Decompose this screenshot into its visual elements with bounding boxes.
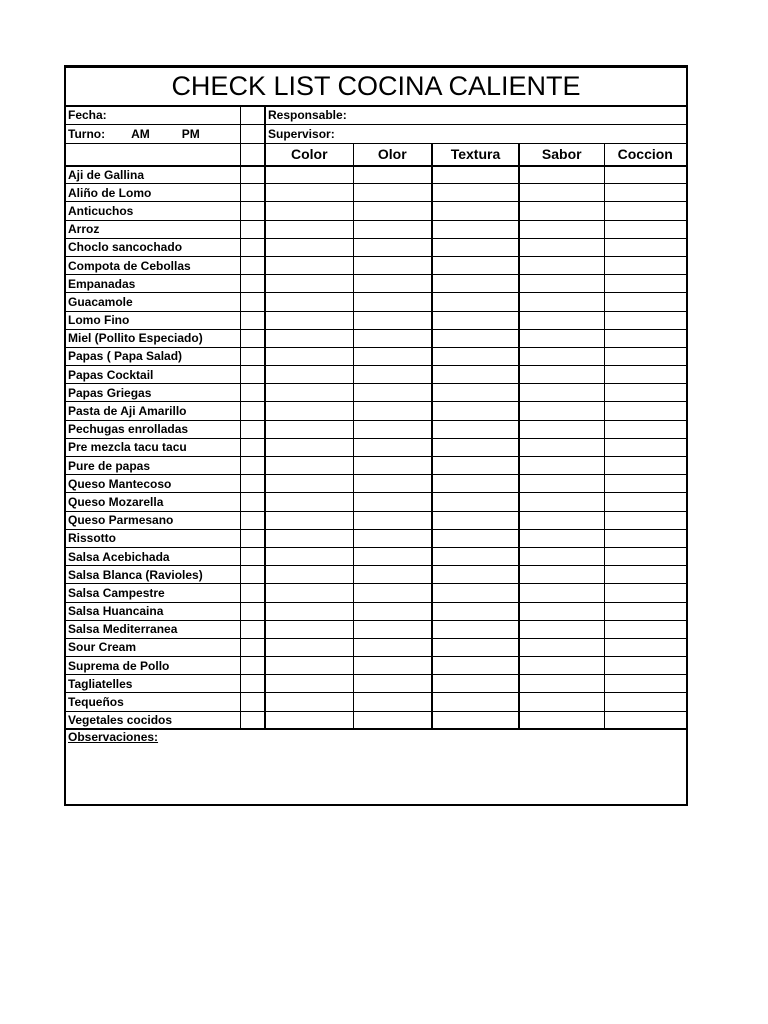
table-row: [66, 620, 686, 638]
check-cell-textura[interactable]: [432, 620, 519, 638]
check-cell-textura[interactable]: [432, 402, 519, 420]
table-row: [66, 529, 686, 547]
checklist-sheet: [64, 65, 688, 806]
check-cell-sabor[interactable]: [519, 566, 604, 584]
check-cell-textura[interactable]: [432, 657, 519, 675]
check-cell-sabor[interactable]: [519, 693, 604, 711]
check-cell-textura[interactable]: [432, 511, 519, 529]
item-name: Queso Mantecoso: [66, 475, 240, 493]
check-cell-color[interactable]: [265, 366, 353, 384]
page-title: CHECK LIST COCINA CALIENTE: [66, 68, 686, 106]
turno-am-option: AM: [131, 127, 150, 141]
item-name: Suprema de Pollo: [66, 657, 240, 675]
spacer-cell: [240, 584, 265, 602]
spacer-cell: [240, 547, 265, 565]
check-cell-color[interactable]: [265, 529, 353, 547]
spacer-cell: [240, 220, 265, 238]
check-cell-color[interactable]: [265, 184, 353, 202]
table-row: [66, 166, 686, 184]
check-cell-olor[interactable]: [353, 184, 432, 202]
table-row: [66, 493, 686, 511]
check-cell-color[interactable]: [265, 293, 353, 311]
turno-field: [66, 125, 240, 144]
check-cell-coccion[interactable]: [604, 402, 686, 420]
column-header-textura: Textura: [432, 144, 519, 166]
check-cell-coccion[interactable]: [604, 366, 686, 384]
spacer-cell: [240, 184, 265, 202]
check-cell-textura[interactable]: [432, 475, 519, 493]
check-cell-color[interactable]: [265, 602, 353, 620]
check-cell-coccion[interactable]: [604, 547, 686, 565]
item-name: Empanadas: [66, 275, 240, 293]
check-cell-coccion[interactable]: [604, 220, 686, 238]
observaciones-label: Observaciones:: [68, 730, 159, 745]
check-cell-sabor[interactable]: [519, 675, 604, 693]
check-cell-coccion[interactable]: [604, 293, 686, 311]
check-cell-sabor[interactable]: [519, 220, 604, 238]
check-cell-textura[interactable]: [432, 384, 519, 402]
item-name: Salsa Campestre: [66, 584, 240, 602]
check-cell-sabor[interactable]: [519, 402, 604, 420]
item-name: Salsa Blanca (Ravioles): [66, 566, 240, 584]
check-cell-olor[interactable]: [353, 547, 432, 565]
check-cell-textura[interactable]: [432, 420, 519, 438]
item-name: Pre mezcla tacu tacu: [66, 438, 240, 456]
check-cell-sabor[interactable]: [519, 256, 604, 274]
table-row: [66, 657, 686, 675]
item-name: Arroz: [66, 220, 240, 238]
checklist-table: [66, 67, 686, 801]
spacer-cell: [240, 457, 265, 475]
check-cell-coccion[interactable]: [604, 511, 686, 529]
check-cell-olor[interactable]: [353, 238, 432, 256]
spacer-cell: [240, 475, 265, 493]
check-cell-color[interactable]: [265, 693, 353, 711]
check-cell-sabor[interactable]: [519, 529, 604, 547]
item-name: Aliño de Lomo: [66, 184, 240, 202]
check-cell-color[interactable]: [265, 275, 353, 293]
check-cell-coccion[interactable]: [604, 638, 686, 656]
check-cell-olor[interactable]: [353, 420, 432, 438]
check-cell-color[interactable]: [265, 329, 353, 347]
check-cell-coccion[interactable]: [604, 184, 686, 202]
check-cell-textura[interactable]: [432, 238, 519, 256]
check-cell-textura[interactable]: [432, 693, 519, 711]
table-row: [66, 475, 686, 493]
check-cell-sabor[interactable]: [519, 547, 604, 565]
table-row: [66, 547, 686, 565]
table-row: [66, 384, 686, 402]
check-cell-sabor[interactable]: [519, 602, 604, 620]
table-row: [66, 202, 686, 220]
check-cell-coccion[interactable]: [604, 420, 686, 438]
spacer-cell: [240, 106, 265, 125]
check-cell-textura[interactable]: [432, 347, 519, 365]
check-cell-olor[interactable]: [353, 711, 432, 729]
check-cell-coccion[interactable]: [604, 693, 686, 711]
spacer-cell: [240, 329, 265, 347]
item-name: Queso Mozarella: [66, 493, 240, 511]
check-cell-textura[interactable]: [432, 529, 519, 547]
check-cell-sabor[interactable]: [519, 511, 604, 529]
check-cell-olor[interactable]: [353, 256, 432, 274]
check-cell-olor[interactable]: [353, 620, 432, 638]
check-cell-olor[interactable]: [353, 638, 432, 656]
check-cell-color[interactable]: [265, 675, 353, 693]
check-cell-sabor[interactable]: [519, 202, 604, 220]
spacer-cell: [240, 384, 265, 402]
table-row: [66, 184, 686, 202]
spacer-cell: [240, 202, 265, 220]
check-cell-olor[interactable]: [353, 529, 432, 547]
check-cell-color[interactable]: [265, 547, 353, 565]
check-cell-olor[interactable]: [353, 675, 432, 693]
item-name: Salsa Huancaina: [66, 602, 240, 620]
check-cell-textura[interactable]: [432, 166, 519, 184]
check-cell-sabor[interactable]: [519, 711, 604, 729]
check-cell-color[interactable]: [265, 202, 353, 220]
spacer-cell: [240, 420, 265, 438]
check-cell-coccion[interactable]: [604, 347, 686, 365]
check-cell-sabor[interactable]: [519, 384, 604, 402]
table-row: [66, 457, 686, 475]
check-cell-coccion[interactable]: [604, 566, 686, 584]
check-cell-textura[interactable]: [432, 256, 519, 274]
check-cell-textura[interactable]: [432, 547, 519, 565]
spacer-cell: [240, 347, 265, 365]
check-cell-color[interactable]: [265, 584, 353, 602]
spacer-cell: [240, 166, 265, 184]
item-name: Pasta de Aji Amarillo: [66, 402, 240, 420]
item-name: Papas Griegas: [66, 384, 240, 402]
item-name: Papas ( Papa Salad): [66, 347, 240, 365]
check-cell-color[interactable]: [265, 457, 353, 475]
check-cell-coccion[interactable]: [604, 311, 686, 329]
check-cell-color[interactable]: [265, 711, 353, 729]
check-cell-olor[interactable]: [353, 275, 432, 293]
check-cell-olor[interactable]: [353, 493, 432, 511]
turno-pm-option: PM: [181, 127, 200, 141]
item-name: Lomo Fino: [66, 311, 240, 329]
responsable-label: Responsable:: [265, 106, 686, 125]
spacer-cell: [240, 493, 265, 511]
check-cell-olor[interactable]: [353, 657, 432, 675]
check-cell-sabor[interactable]: [519, 275, 604, 293]
table-row: [66, 693, 686, 711]
observaciones-row: [66, 729, 686, 801]
check-cell-textura[interactable]: [432, 293, 519, 311]
check-cell-coccion[interactable]: [604, 475, 686, 493]
check-cell-sabor[interactable]: [519, 620, 604, 638]
check-cell-coccion[interactable]: [604, 602, 686, 620]
check-cell-sabor[interactable]: [519, 366, 604, 384]
check-cell-olor[interactable]: [353, 475, 432, 493]
spacer-cell: [240, 438, 265, 456]
spacer-cell: [240, 620, 265, 638]
check-cell-textura[interactable]: [432, 711, 519, 729]
column-header-sabor: Sabor: [519, 144, 604, 166]
check-cell-textura[interactable]: [432, 311, 519, 329]
check-cell-coccion[interactable]: [604, 256, 686, 274]
check-cell-textura[interactable]: [432, 275, 519, 293]
table-row: [66, 438, 686, 456]
item-name: Papas Cocktail: [66, 366, 240, 384]
fecha-label: Fecha:: [66, 106, 240, 125]
check-cell-coccion[interactable]: [604, 275, 686, 293]
check-cell-sabor[interactable]: [519, 438, 604, 456]
item-name: Salsa Acebichada: [66, 547, 240, 565]
table-row: [66, 602, 686, 620]
table-row: [66, 566, 686, 584]
check-cell-coccion[interactable]: [604, 202, 686, 220]
spacer-cell: [240, 566, 265, 584]
supervisor-label: Supervisor:: [265, 125, 686, 144]
check-cell-olor[interactable]: [353, 384, 432, 402]
spacer-cell: [240, 238, 265, 256]
column-header-color: Color: [265, 144, 353, 166]
check-cell-textura[interactable]: [432, 329, 519, 347]
check-cell-color[interactable]: [265, 438, 353, 456]
item-name: Anticuchos: [66, 202, 240, 220]
item-name: Queso Parmesano: [66, 511, 240, 529]
item-name: Tequeños: [66, 693, 240, 711]
check-cell-textura[interactable]: [432, 638, 519, 656]
check-cell-color[interactable]: [265, 256, 353, 274]
spacer-cell: [240, 529, 265, 547]
check-cell-color[interactable]: [265, 475, 353, 493]
spacer-cell: [240, 366, 265, 384]
table-row: [66, 275, 686, 293]
table-row: [66, 402, 686, 420]
check-cell-coccion[interactable]: [604, 711, 686, 729]
check-cell-olor[interactable]: [353, 220, 432, 238]
item-name: Aji de Gallina: [66, 166, 240, 184]
check-cell-color[interactable]: [265, 493, 353, 511]
spacer-cell: [240, 293, 265, 311]
check-cell-coccion[interactable]: [604, 238, 686, 256]
check-cell-textura[interactable]: [432, 202, 519, 220]
check-cell-olor[interactable]: [353, 402, 432, 420]
turno-label: Turno:: [68, 127, 106, 141]
table-row: [66, 711, 686, 729]
check-cell-color[interactable]: [265, 511, 353, 529]
item-name: Sour Cream: [66, 638, 240, 656]
spacer-cell: [240, 275, 265, 293]
check-cell-sabor[interactable]: [519, 238, 604, 256]
check-cell-coccion[interactable]: [604, 384, 686, 402]
check-cell-sabor[interactable]: [519, 420, 604, 438]
check-cell-olor[interactable]: [353, 511, 432, 529]
check-cell-sabor[interactable]: [519, 329, 604, 347]
table-row: [66, 329, 686, 347]
check-cell-coccion[interactable]: [604, 329, 686, 347]
item-name: Tagliatelles: [66, 675, 240, 693]
check-cell-olor[interactable]: [353, 311, 432, 329]
check-cell-sabor[interactable]: [519, 638, 604, 656]
check-cell-olor[interactable]: [353, 438, 432, 456]
check-cell-coccion[interactable]: [604, 584, 686, 602]
item-name: Miel (Pollito Especiado): [66, 329, 240, 347]
check-cell-color[interactable]: [265, 620, 353, 638]
check-cell-textura[interactable]: [432, 438, 519, 456]
check-cell-color[interactable]: [265, 402, 353, 420]
spacer-cell: [240, 256, 265, 274]
check-cell-sabor[interactable]: [519, 293, 604, 311]
table-row: [66, 638, 686, 656]
check-cell-color[interactable]: [265, 566, 353, 584]
item-column-header: [66, 144, 240, 166]
check-cell-textura[interactable]: [432, 675, 519, 693]
check-cell-color[interactable]: [265, 311, 353, 329]
item-name: Choclo sancochado: [66, 238, 240, 256]
check-cell-sabor[interactable]: [519, 475, 604, 493]
check-cell-coccion[interactable]: [604, 166, 686, 184]
check-cell-textura[interactable]: [432, 457, 519, 475]
spacer-cell: [240, 711, 265, 729]
spacer-cell: [240, 657, 265, 675]
spacer-cell: [240, 511, 265, 529]
check-cell-coccion[interactable]: [604, 675, 686, 693]
check-cell-olor[interactable]: [353, 366, 432, 384]
item-name: Salsa Mediterranea: [66, 620, 240, 638]
check-cell-textura[interactable]: [432, 602, 519, 620]
table-row: [66, 311, 686, 329]
check-cell-olor[interactable]: [353, 584, 432, 602]
check-cell-textura[interactable]: [432, 493, 519, 511]
check-cell-textura[interactable]: [432, 220, 519, 238]
item-name: Guacamole: [66, 293, 240, 311]
check-cell-sabor[interactable]: [519, 311, 604, 329]
table-row: [66, 366, 686, 384]
spacer-cell: [240, 675, 265, 693]
check-cell-textura[interactable]: [432, 184, 519, 202]
column-header-olor: Olor: [353, 144, 432, 166]
check-cell-coccion[interactable]: [604, 438, 686, 456]
check-cell-textura[interactable]: [432, 366, 519, 384]
check-cell-olor[interactable]: [353, 202, 432, 220]
observaciones-area[interactable]: [66, 729, 686, 801]
check-cell-sabor[interactable]: [519, 584, 604, 602]
spacer-cell: [240, 311, 265, 329]
column-header-coccion: Coccion: [604, 144, 686, 166]
table-row: [66, 420, 686, 438]
table-row: [66, 511, 686, 529]
check-cell-olor[interactable]: [353, 347, 432, 365]
check-cell-color[interactable]: [265, 638, 353, 656]
check-cell-olor[interactable]: [353, 457, 432, 475]
item-name: Vegetales cocidos: [66, 711, 240, 729]
check-cell-color[interactable]: [265, 238, 353, 256]
table-row: [66, 220, 686, 238]
check-cell-coccion[interactable]: [604, 529, 686, 547]
check-cell-olor[interactable]: [353, 293, 432, 311]
table-row: [66, 347, 686, 365]
check-cell-sabor[interactable]: [519, 347, 604, 365]
check-cell-textura[interactable]: [432, 584, 519, 602]
check-cell-textura[interactable]: [432, 566, 519, 584]
check-cell-color[interactable]: [265, 657, 353, 675]
check-cell-coccion[interactable]: [604, 493, 686, 511]
check-cell-color[interactable]: [265, 166, 353, 184]
item-name: Compota de Cebollas: [66, 256, 240, 274]
spacer-cell: [240, 125, 265, 144]
check-cell-color[interactable]: [265, 220, 353, 238]
spacer-cell: [240, 144, 265, 166]
spacer-cell: [240, 602, 265, 620]
check-cell-olor[interactable]: [353, 602, 432, 620]
check-cell-sabor[interactable]: [519, 184, 604, 202]
check-cell-coccion[interactable]: [604, 457, 686, 475]
check-cell-olor[interactable]: [353, 693, 432, 711]
item-name: Pechugas enrolladas: [66, 420, 240, 438]
check-cell-olor[interactable]: [353, 166, 432, 184]
check-cell-sabor[interactable]: [519, 493, 604, 511]
check-cell-color[interactable]: [265, 347, 353, 365]
check-cell-coccion[interactable]: [604, 620, 686, 638]
check-cell-color[interactable]: [265, 420, 353, 438]
spacer-cell: [240, 638, 265, 656]
check-cell-olor[interactable]: [353, 329, 432, 347]
table-row: [66, 293, 686, 311]
check-cell-sabor[interactable]: [519, 657, 604, 675]
spacer-cell: [240, 402, 265, 420]
table-row: [66, 256, 686, 274]
item-name: Pure de papas: [66, 457, 240, 475]
check-cell-coccion[interactable]: [604, 657, 686, 675]
item-name: Rissotto: [66, 529, 240, 547]
check-cell-color[interactable]: [265, 384, 353, 402]
check-cell-sabor[interactable]: [519, 166, 604, 184]
table-row: [66, 675, 686, 693]
table-row: [66, 238, 686, 256]
spacer-cell: [240, 693, 265, 711]
check-cell-olor[interactable]: [353, 566, 432, 584]
check-cell-sabor[interactable]: [519, 457, 604, 475]
table-row: [66, 584, 686, 602]
